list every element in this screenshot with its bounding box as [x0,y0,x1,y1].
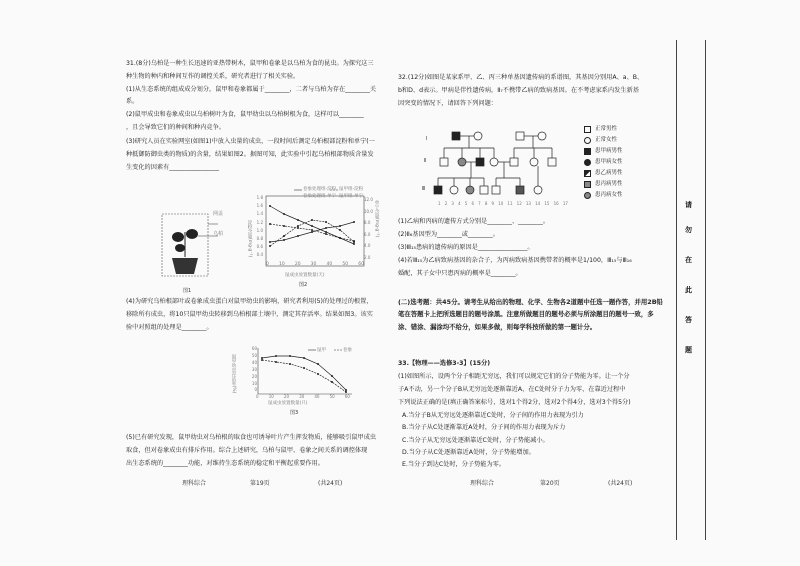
fig2-ytick-left: 0.6 [256,244,263,250]
legend-row [584,179,623,190]
legend-label: 正常女性 [595,137,618,143]
fig3-xtick: 50 [329,394,335,399]
legend-row [584,135,623,146]
fig3-series-line-point [331,381,333,383]
fig2-xtick: 0 [266,262,269,267]
fig2-series-line-point [269,245,271,247]
fig2-ytick-left: 1.0 [256,227,263,233]
q33-option: E.当分子到达C处时，分子势能为零。 [402,460,506,468]
q33-line: 下列说法正确的是(填正确答案标号，选对1个得2分，选对2个得4分，选对3个得5分) [398,399,631,407]
sidebar-char: 题 [685,346,692,354]
left-column [126,58,388,175]
fig3-series-line-point [289,355,291,357]
fig2-series-line-point [353,240,355,242]
pedigree-gen-I: Ⅰ [426,136,428,142]
figure-1-plant [160,212,230,282]
leaf-icon [172,232,184,242]
fig3-series-line-point [331,375,333,377]
fig2-series-line-point [325,221,327,223]
q31-line: 种抵御防御虫类的物质)的含量，结果如图2。据图可知，此实验中引起乌柏根部物质含量发 [126,150,374,158]
legend-square-half-icon [584,170,591,177]
pedigree-female [538,132,546,140]
q33 [398,358,664,471]
fig3-series-line-point [345,389,347,391]
fig2-series-line-point [297,219,299,221]
fig2-ytick-right: 12.0 [364,197,373,202]
q31-line: (5)已有研究发现，鼠甲幼虫对乌柏根的取食也可诱导叶片产生挥发物质，能够吸引鼠甲成虫 [126,434,377,441]
fig2-series-line-point [269,205,271,207]
q31-line: (3)研究人员在实验网室(如图1)中放入虫量的成虫，一段时间后测定乌柏根部淀粉和单宁(一 [126,137,375,145]
q32-part: 婚配，其子女中只患丙病的概率是________。 [398,270,522,278]
fig2-ytick-left: 1.8 [256,195,263,200]
q31-line: ，且会导致它们的种间和种内竞争。 [126,124,225,132]
fig3-ytick: 50 [251,352,257,358]
fig2-ytick-left: 0.4 [256,252,263,258]
fig3-series-line-point [275,355,277,357]
q33-option: B.当分子从C处逐渐靠近A处时，分子间的作用力表现为斥力 [402,424,566,432]
fig2-xtick: 30 [310,262,317,267]
fig3-ytick: 40 [251,359,257,365]
sidebar-char: 此 [685,286,692,294]
pedigree-male-affected [516,186,524,194]
q33-option: C.当分子从无穷远处逐渐靠近C处时，分子势能减小。 [402,436,549,444]
pedigree-id: 5 [464,201,468,206]
fig2-xtick: 40 [326,262,333,267]
q32-line: 32.(12分)如图是某家系甲、乙、丙三种单基因遗传病的系谱图，其基因分别用A、a、B、 [398,74,644,81]
pot-icon [172,258,198,274]
q31-line: (4)为研究乌柏根部叶或卷象成虫蛋白对鼠甲幼虫的影响，研究者利用(5)的处理过的根置， [126,298,373,305]
pedigree-female-affected [466,186,474,194]
q31-part4 [126,296,388,335]
fig3-ytick: 10 [251,380,257,386]
legend-label: 患丙病女性 [595,192,623,198]
q32-part: (1)乙病和丙病的遗传方式分别是________、________。 [398,218,550,225]
fig3-series-line [262,360,346,392]
fig2-xlabel: 鼠成虫放置数量(天) [285,273,325,278]
fig3-xtick: 30 [299,394,305,399]
fig3-series-line-point [261,357,263,359]
fig2-series-line-point [311,219,313,221]
fig2-ytick-right: 2.0 [364,254,371,260]
fig3-xtick: 0 [256,394,259,399]
fig2-series-line-point [297,225,299,227]
pedigree-male [516,132,524,140]
fig2-series-line-point [339,225,341,227]
fig2-legend-4: 鼠甲组-单宁 [339,194,364,199]
legend-square-filled-icon [584,148,591,155]
q33-line: 子A不动，另一个分子B从无穷远处逐渐靠近A，在C处时分子力为零，在靠近过程中 [398,386,626,394]
fig2-ytick-left: 1.2 [256,219,263,225]
fig2-series-line-point [283,213,285,215]
q32-part: (3)Ⅲ₁₅患病的遗传病的原因是________________。 [398,244,534,252]
pedigree-id: 16 [553,201,559,206]
fig2-series-line-point [283,225,285,227]
fig2-yticks-right [364,194,373,264]
pedigree-male [492,186,500,194]
legend-label: 患甲病女性 [595,159,623,165]
sidebar-char: 答 [685,316,692,324]
legend-label: 正常男性 [595,126,618,132]
fig3-series-line-point [345,391,347,393]
fig3-legend-1: 鼠甲 [317,348,326,353]
fig2-ytick-right: 6.0 [364,231,371,237]
q33-line: (1)如图所示，设两个分子相距无穷远，我们可以规定它们的分子势能为零。让一个分 [398,373,630,381]
q33-option: D.当分子从C处逐渐靠近A处时，分子势能增加。 [402,448,535,456]
pedigree-female [450,186,458,194]
q31-line: 31.(8分)乌柏是一种生长迅速的亚热带树木，鼠甲和卷象是以乌柏为食的昆虫。为探究这三 [126,60,374,67]
pedigree-female [474,132,482,140]
leaf-icon [186,229,198,239]
pedigree-id: 6 [471,201,474,206]
sidebar-char: 勿 [685,226,692,234]
fig3-caption: 图3 [290,410,299,416]
q31-line: 生变化的因素有________________ [126,163,219,171]
left-footer-subject: 理科综合 [182,480,207,487]
fig1-label-stem: 网盖 [213,211,224,217]
q31-part5 [126,432,388,471]
legend-row [584,157,623,168]
fig2-ylabel-left: 淀粉含量(mg·g⁻¹) [247,220,252,258]
fig3-ytick: 30 [251,366,257,372]
fig3-series-line-point [303,367,305,369]
pedigree-male [440,158,448,166]
left-footer-total: (共24页) [318,480,343,487]
pedigree-id: 12 [516,201,522,206]
pedigree-id: 2 [444,201,448,206]
fig2-series-line-point [353,243,355,245]
q31-line: 验中对照组的处理是________。 [126,324,213,332]
legend-label: 患甲病男性 [595,148,623,154]
legend-row [584,124,623,135]
fig2-series-line-point [269,223,271,225]
fig3-series-line-point [317,373,319,375]
fig2-ylabel-right: 单宁含量(mg·g⁻¹) [374,200,379,238]
pedigree-female [530,158,538,166]
pedigree-ids [438,201,568,206]
binding-margin [676,40,706,540]
fig3-yticks [249,346,257,394]
leaf-icon [175,244,185,252]
legend-row [584,146,623,157]
right-footer-subject: 理科综合 [470,480,495,487]
pedigree-female [534,186,542,194]
elective-instructions: (二)选考题：共45分。请考生从给出的物理、化学、生物各2道题中任选一题作答，并用2B铅笔在答题卡上把所选题目的题号涂黑。注意所做题目的题号必须与所涂题目的题号一致，多涂、错涂、漏涂均不给分，如果多做，则每学科按所做的第一题计分。 [398,298,663,331]
pedigree-male [510,158,518,166]
fig2-legend-3: 卷象处理组-单宁 [303,194,337,199]
q32-line: 因突变的情况下，请回答下列问题： [398,100,497,108]
q33-option: A.当分子B从无穷远处逐渐靠近C处时，分子间的作用力表现为引力 [402,412,584,420]
pedigree-male-affected [434,186,442,194]
pedigree-gen-III: Ⅲ [422,186,426,192]
pedigree-id: 9 [491,201,495,206]
pedigree-id: 8 [484,201,488,206]
pedigree-id: 1 [438,201,441,206]
pedigree-gen-II: Ⅱ [424,158,427,164]
legend-label: 患丙病男性 [595,181,623,187]
pedigree-id: 11 [507,201,513,206]
fig2-xtick: 50 [342,262,349,267]
fig2-series-line-point [297,235,299,237]
fig3-ytick: 0 [254,387,257,393]
pedigree-id: 17 [562,201,568,206]
fig2-series-line-point [339,229,341,231]
q31-line: 取食，但对卷象成虫有排斥作用。综合上述研究，乌柏与鼠甲、卷象之间关系的调控体现 [126,447,368,455]
pedigree-male [548,158,556,166]
pedigree-female [490,158,498,166]
fig2-xtick: 60 [358,262,364,267]
sidebar-char: 请 [685,201,692,209]
fig3-series-line [262,356,346,390]
fig2-ytick-right: 10.0 [364,208,373,214]
figure-2-chart [244,186,384,286]
legend-circle-grey-icon [584,192,591,199]
fig2-xtick: 10 [278,262,285,267]
q31-line: 种生物的种内和种间互作的调控关系，研究者进行了相关实验。 [126,73,300,81]
fig2-ytick-left: 1.4 [256,211,263,217]
fig2-ytick-left: 0.8 [256,236,263,242]
legend-circle-icon [584,137,591,144]
fig2-series-line-point [325,227,327,229]
right-footer-total: (共24页) [608,480,633,487]
fig3-ytick: 20 [251,373,257,379]
fig2-series-line-point [311,225,313,227]
right-footer-page: 第20页 [540,480,560,487]
pedigree-male [480,186,488,194]
fig2-ytick-left: 1.6 [256,203,263,209]
legend-square-icon [584,126,591,133]
pedigree-id: 7 [478,201,481,206]
fig3-series-line-point [317,363,319,365]
pedigree-id: 3 [451,201,454,206]
pedigree-id: 10 [498,201,504,206]
pedigree-legend [584,124,623,201]
fig2-xtick: 20 [294,262,301,267]
legend-square-grey-icon [584,181,591,188]
legend-row [584,168,623,179]
legend-row [584,190,623,201]
fig2-series-line-point [325,231,327,233]
q32-part: (2)Ⅱ₆基因型为________或________。 [398,231,499,239]
q31-line: 移除所有成虫，将10只鼠甲幼虫转移到乌柏根部土壤中，测定其存活率。结果如图3。该实 [126,311,373,319]
fig3-legend-2: 卷象 [343,348,352,353]
fig3-xlabel: 鼠成虫放置数量(只) [268,401,308,406]
fig2-series-line-point [339,237,341,239]
legend-circle-filled-icon [584,159,591,166]
pedigree-id: 4 [458,201,461,206]
sidebar-char: 在 [685,256,692,264]
q31-line: (2)鼠甲成虫和卷象成虫以乌柏树叶为食，鼠甲幼虫以乌柏树根为食，这样可以________ [126,111,364,119]
legend-label: 患乙病男性 [595,170,623,176]
fig2-series-line-point [311,229,313,231]
q31-line: 出生态系统的________功能，对维持生态系统的稳定和平衡起重要作用。 [126,460,324,468]
fig3-series-line-point [275,361,277,363]
q31-line: (1)从生态系统的组成成分划分，鼠甲和卷象都属于________，二者与乌柏为存在________关系。 [126,86,377,106]
fig3-xtick: 40 [314,394,320,399]
fig3-series-line-point [303,357,305,359]
pedigree-male-affected [452,132,460,140]
fig2-ytick-right: 8.0 [364,220,371,226]
q32-part: (4)若Ⅲ₁₅为乙病致病基因的杂合子，为丙病致病基因携带者的概率是1/100，Ⅲ₁₅与Ⅲ₁₆ [398,257,632,265]
fig2-ytick-right: 4.0 [364,243,371,249]
q33-title: 33.【物理——选修3-3】(15分) [398,360,491,367]
fig1-caption: 图1 [183,288,192,294]
fig3-ytick: 60 [251,346,257,351]
q32-line: b和D、d表示。甲病是伴性遗传病，Ⅱ₇不携带乙病的致病基因。在不考虑家系内发生新基 [398,87,639,95]
fig3-ylabel: 鼠甲幼虫存活率(%) [231,354,236,394]
fig2-series-line-point [283,235,285,237]
fig2-yticks-left [253,194,263,260]
pedigree-id: 14 [535,201,541,206]
fig3-xticks [256,394,350,399]
pedigree-id: 15 [544,201,550,206]
fig2-series-line-point [325,233,327,235]
fig2-caption: 图2 [299,282,308,288]
fig3-series-line-point [261,359,263,361]
q32-parts [398,216,664,281]
fig2-series-line-point [297,227,299,229]
fig2-legend-1: 卷象处理组-淀粉 [303,187,337,192]
fig3-xtick: 10 [268,394,274,399]
pedigree-male-affected [476,158,484,166]
fig1-label-root: 乌柏 [213,231,224,237]
pedigree-female-affected [458,158,466,166]
fig3-series-line-point [289,363,291,365]
right-column [398,72,664,111]
fig2-series-line-point [353,221,355,223]
fig2-series-line-point [311,231,313,233]
fig2-series-line-point [269,241,271,243]
fig2-legend-2: 鼠甲组-淀粉 [339,187,364,192]
pedigree-diagram [424,126,574,206]
fig3-xtick: 20 [283,394,290,399]
fig2-series-line-point [283,239,285,241]
fig2-xticks [266,262,364,267]
left-footer-page: 第19页 [250,480,270,487]
pedigree-id: 13 [525,201,531,206]
fig3-xtick: 60 [344,394,350,399]
